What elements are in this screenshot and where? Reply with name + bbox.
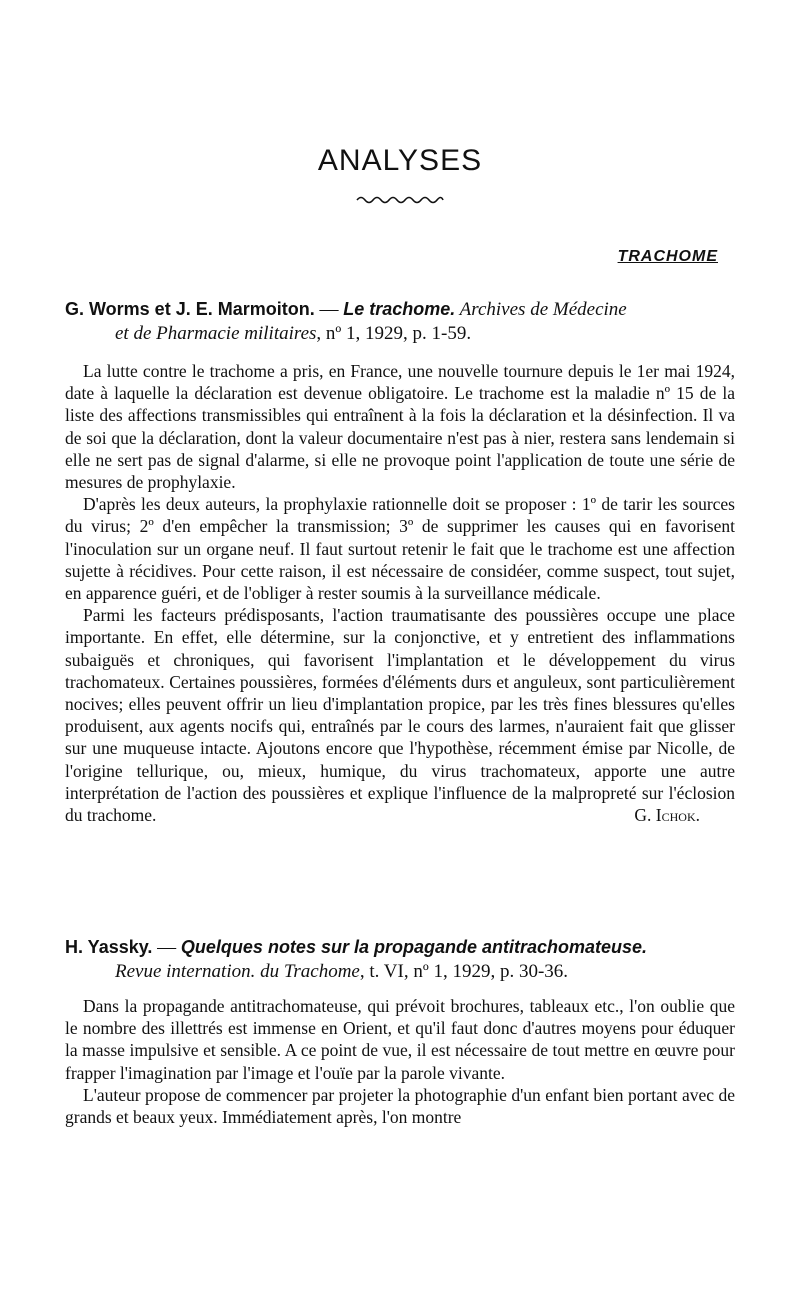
article-1-paragraph: La lutte contre le trachome a pris, en France, une nouvelle tournure depuis le 1er mai 1924, date à laquelle la déclaration est devenue obligatoire. Le trachome est la maladie nº 15 de la liste des affections transmissibles qui entraînent à la fois la déclaration et la désinfection. Il va de soi que la déclaration, dont la valeur documentaire n'est pas à nier, restera sans lendemain si elle ne sert pas de signal d'alarme, si elle ne provoque point l'application de toute une série de mesures de prophylaxie.: [65, 361, 735, 493]
article-2-body: [65, 995, 735, 1128]
article-2-paragraph: L'auteur propose de commencer par projeter la photographie d'un enfant bien portant avec de grands et beaux yeux. Immédiatement après, l'on montre: [65, 1084, 735, 1128]
section-heading: TRACHOME: [617, 248, 718, 265]
article-1-authors: G. Worms et J. E. Marmoiton.: [65, 299, 315, 319]
article-2-paragraph: Dans la propagande antitrachomateuse, qui prévoit brochures, tableaux etc., l'on oublie que le nombre des illettrés est immense en Orient, et qu'il faut donc d'autres moyens pour éduquer la masse impulsive et sensible. A ce point de vue, il est nécessaire de tout mettre en œuvre pour frapper l'imagination par l'image et l'ouïe par la parole vivante.: [65, 996, 735, 1083]
article-1-reference: [65, 297, 735, 346]
ornament-divider: [355, 192, 445, 206]
article-2-issue: , t. VI, nº 1, 1929, p. 30-36.: [359, 961, 569, 982]
article-1-issue: , nº 1, 1929, p. 1-59.: [316, 323, 472, 344]
article-2-authors: H. Yassky.: [65, 937, 153, 957]
article-1-journal-cont: et de Pharmacie militaires: [115, 323, 317, 344]
article-2-title: Quelques notes sur la propagande antitrachomateuse.: [180, 937, 648, 957]
article-1-signature: G. Ichok.: [634, 805, 700, 826]
article-1-body: [65, 360, 735, 826]
article-1-dash: —: [314, 299, 344, 320]
article-1-paragraph: D'après les deux auteurs, la prophylaxie rationnelle doit se proposer : 1º de tarir les sources du virus; 2º d'en empêcher la transmission; 3º de supprimer les causes qui en favorisent l'inoculation sur un organe neuf. Il faut surtout retenir le fait que le trachome est une affection sujette à récidives. Pour cette raison, il est nécessaire de considéer, comme suspect, tout sujet, en apparence guéri, et de l'obliger à rester soumis à la surveillance médicale.: [65, 494, 735, 604]
article-2-dash: —: [152, 937, 181, 958]
article-2-reference: [65, 935, 735, 984]
page-title: ANALYSES: [317, 144, 483, 177]
article-2-journal: Revue internation. du Trachome: [115, 961, 360, 982]
article-1-paragraph: Parmi les facteurs prédisposants, l'action traumatisante des poussières occupe une place importante. En effet, elle détermine, sur la conjonctive, et y entretient des inflammations subaiguës et chroniques, qui favorisent l'implantation et le développement du virus trachomateux. Certaines poussières, formées d'éléments durs et anguleux, sont particulièrement nocives; elles peuvent offrir un lieu d'implantation propice, par les très fines blessures qu'elles produisent, aux agents nocifs qui, entraînés par le cours des larmes, n'auraient fait que glisser sur une muqueuse intacte. Ajoutons encore que l'hypothèse, récemment émise par Nicolle, de l'origine tellurique, ou, mieux, humique, du virus trachomateux, apporte une autre interprétation de l'action des poussières et explique l'influence de la malpropreté sur l'éclosion du trachome.: [65, 605, 735, 826]
article-1-title: Le trachome.: [343, 299, 456, 319]
article-1-journal: Archives de Médecine: [455, 299, 627, 320]
